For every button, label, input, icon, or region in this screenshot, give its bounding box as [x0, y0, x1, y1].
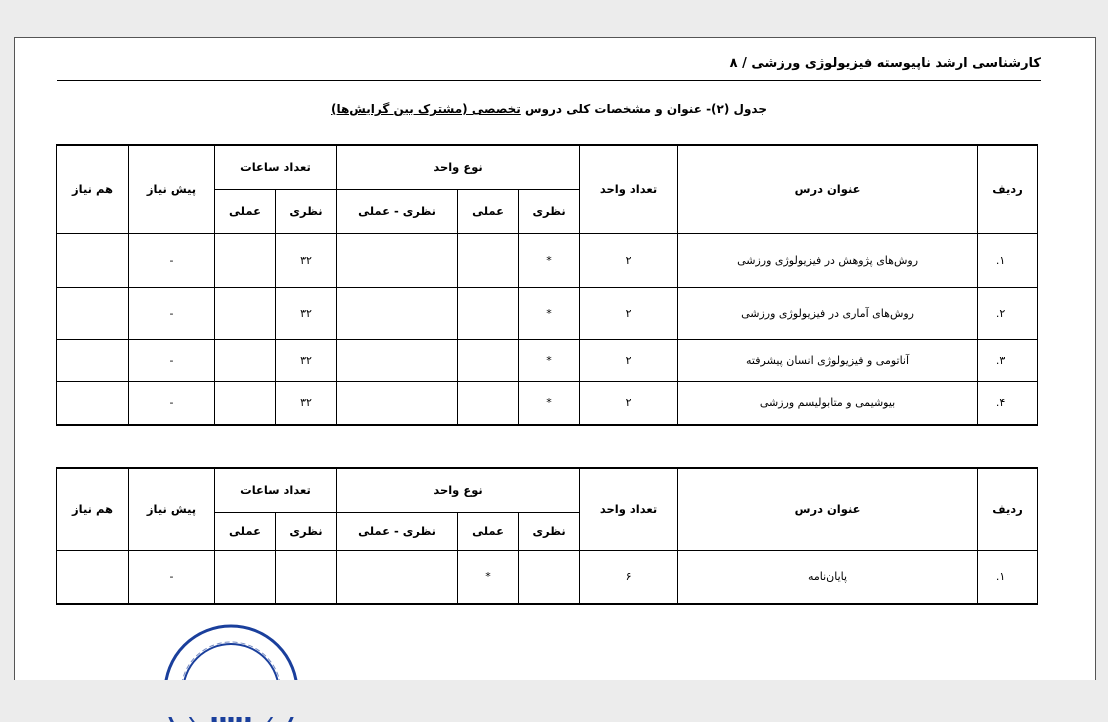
hours-practical: [215, 233, 276, 287]
table-row: [57, 381, 1038, 425]
course-title: روش‌های پژوهش در فیزیولوژی ورزشی: [678, 233, 978, 287]
caption-underlined: تخصصی (مشترک بین گرایش‌ها): [331, 102, 521, 116]
hours-theoretical: ۳۲: [276, 339, 337, 381]
col-header-practical: عملی: [458, 512, 519, 550]
hours-theoretical: ۳۲: [276, 233, 337, 287]
course-title: روش‌های آماری در فیزیولوژی ورزشی: [678, 287, 978, 339]
type-practical-mark: [458, 233, 519, 287]
table-caption: [57, 102, 1041, 116]
table-row: [57, 287, 1038, 339]
table-row: [57, 339, 1038, 381]
hours-practical: [215, 287, 276, 339]
col-header-hours-theoretical: نظری: [276, 189, 337, 233]
row-number: ۲.: [978, 287, 1038, 339]
type-theoretical-mark: *: [519, 287, 580, 339]
type-theo-practical-mark: [337, 339, 458, 381]
corequisite: [57, 339, 129, 381]
corequisite: [57, 233, 129, 287]
col-header-unit-type: نوع واحد: [337, 468, 580, 512]
prerequisite: -: [129, 381, 215, 425]
col-header-theo-practical: نظری - عملی: [337, 189, 458, 233]
col-header-unit-type: نوع واحد: [337, 145, 580, 189]
table-row: [57, 550, 1038, 604]
course-title: بیوشیمی و متابولیسم ورزشی: [678, 381, 978, 425]
type-practical-mark: [458, 287, 519, 339]
course-title: پایان‌نامه: [678, 550, 978, 604]
col-header-hours-practical: عملی: [215, 189, 276, 233]
type-theoretical-mark: [519, 550, 580, 604]
col-header-hours: تعداد ساعات: [215, 468, 337, 512]
col-header-prerequisite: پیش نیاز: [129, 468, 215, 550]
col-header-course-title: عنوان درس: [678, 145, 978, 233]
hours-theoretical: [276, 550, 337, 604]
type-practical-mark: *: [458, 550, 519, 604]
row-number: ۴.: [978, 381, 1038, 425]
col-header-row-no: ردیف: [978, 145, 1038, 233]
type-theo-practical-mark: [337, 233, 458, 287]
course-units: ۲: [580, 233, 678, 287]
col-header-practical: عملی: [458, 189, 519, 233]
col-header-theo-practical: نظری - عملی: [337, 512, 458, 550]
col-header-theoretical: نظری: [519, 512, 580, 550]
course-units: ۲: [580, 287, 678, 339]
row-number: ۱.: [978, 233, 1038, 287]
col-header-corequisite: هم نیاز: [57, 468, 129, 550]
page-header: [57, 56, 1041, 81]
type-theo-practical-mark: [337, 287, 458, 339]
col-header-hours-theoretical: نظری: [276, 512, 337, 550]
col-header-corequisite: هم نیاز: [57, 145, 129, 233]
row-number: ۳.: [978, 339, 1038, 381]
corequisite: [57, 550, 129, 604]
course-units: ۲: [580, 381, 678, 425]
courses-table-1: [56, 144, 1038, 426]
type-theo-practical-mark: [337, 381, 458, 425]
type-theoretical-mark: *: [519, 381, 580, 425]
viewer-bottom-margin: [0, 680, 1108, 717]
hours-practical: [215, 550, 276, 604]
course-title: آناتومی و فیزیولوژی انسان پیشرفته: [678, 339, 978, 381]
course-units: ۶: [580, 550, 678, 604]
courses-table-2: [56, 467, 1038, 605]
hours-practical: [215, 381, 276, 425]
col-header-theoretical: نظری: [519, 189, 580, 233]
table-row: [57, 233, 1038, 287]
corequisite: [57, 381, 129, 425]
row-number: ۱.: [978, 550, 1038, 604]
caption-prefix: جدول (۲)- عنوان و مشخصات کلی دروس: [520, 102, 767, 116]
col-header-hours: تعداد ساعات: [215, 145, 337, 189]
page-title: کارشناسی ارشد ناپیوسته فیزیولوژی ورزشی / ۸: [729, 56, 1041, 71]
document-page: [14, 37, 1096, 717]
prerequisite: -: [129, 550, 215, 604]
col-header-units: تعداد واحد: [580, 145, 678, 233]
hours-theoretical: ۳۲: [276, 381, 337, 425]
prerequisite: -: [129, 233, 215, 287]
col-header-units: تعداد واحد: [580, 468, 678, 550]
prerequisite: -: [129, 339, 215, 381]
col-header-hours-practical: عملی: [215, 512, 276, 550]
type-theoretical-mark: *: [519, 233, 580, 287]
hours-practical: [215, 339, 276, 381]
type-practical-mark: [458, 339, 519, 381]
prerequisite: -: [129, 287, 215, 339]
col-header-row-no: ردیف: [978, 468, 1038, 550]
course-units: ۲: [580, 339, 678, 381]
col-header-course-title: عنوان درس: [678, 468, 978, 550]
col-header-prerequisite: پیش نیاز: [129, 145, 215, 233]
corequisite: [57, 287, 129, 339]
type-theo-practical-mark: [337, 550, 458, 604]
type-practical-mark: [458, 381, 519, 425]
hours-theoretical: ۳۲: [276, 287, 337, 339]
type-theoretical-mark: *: [519, 339, 580, 381]
